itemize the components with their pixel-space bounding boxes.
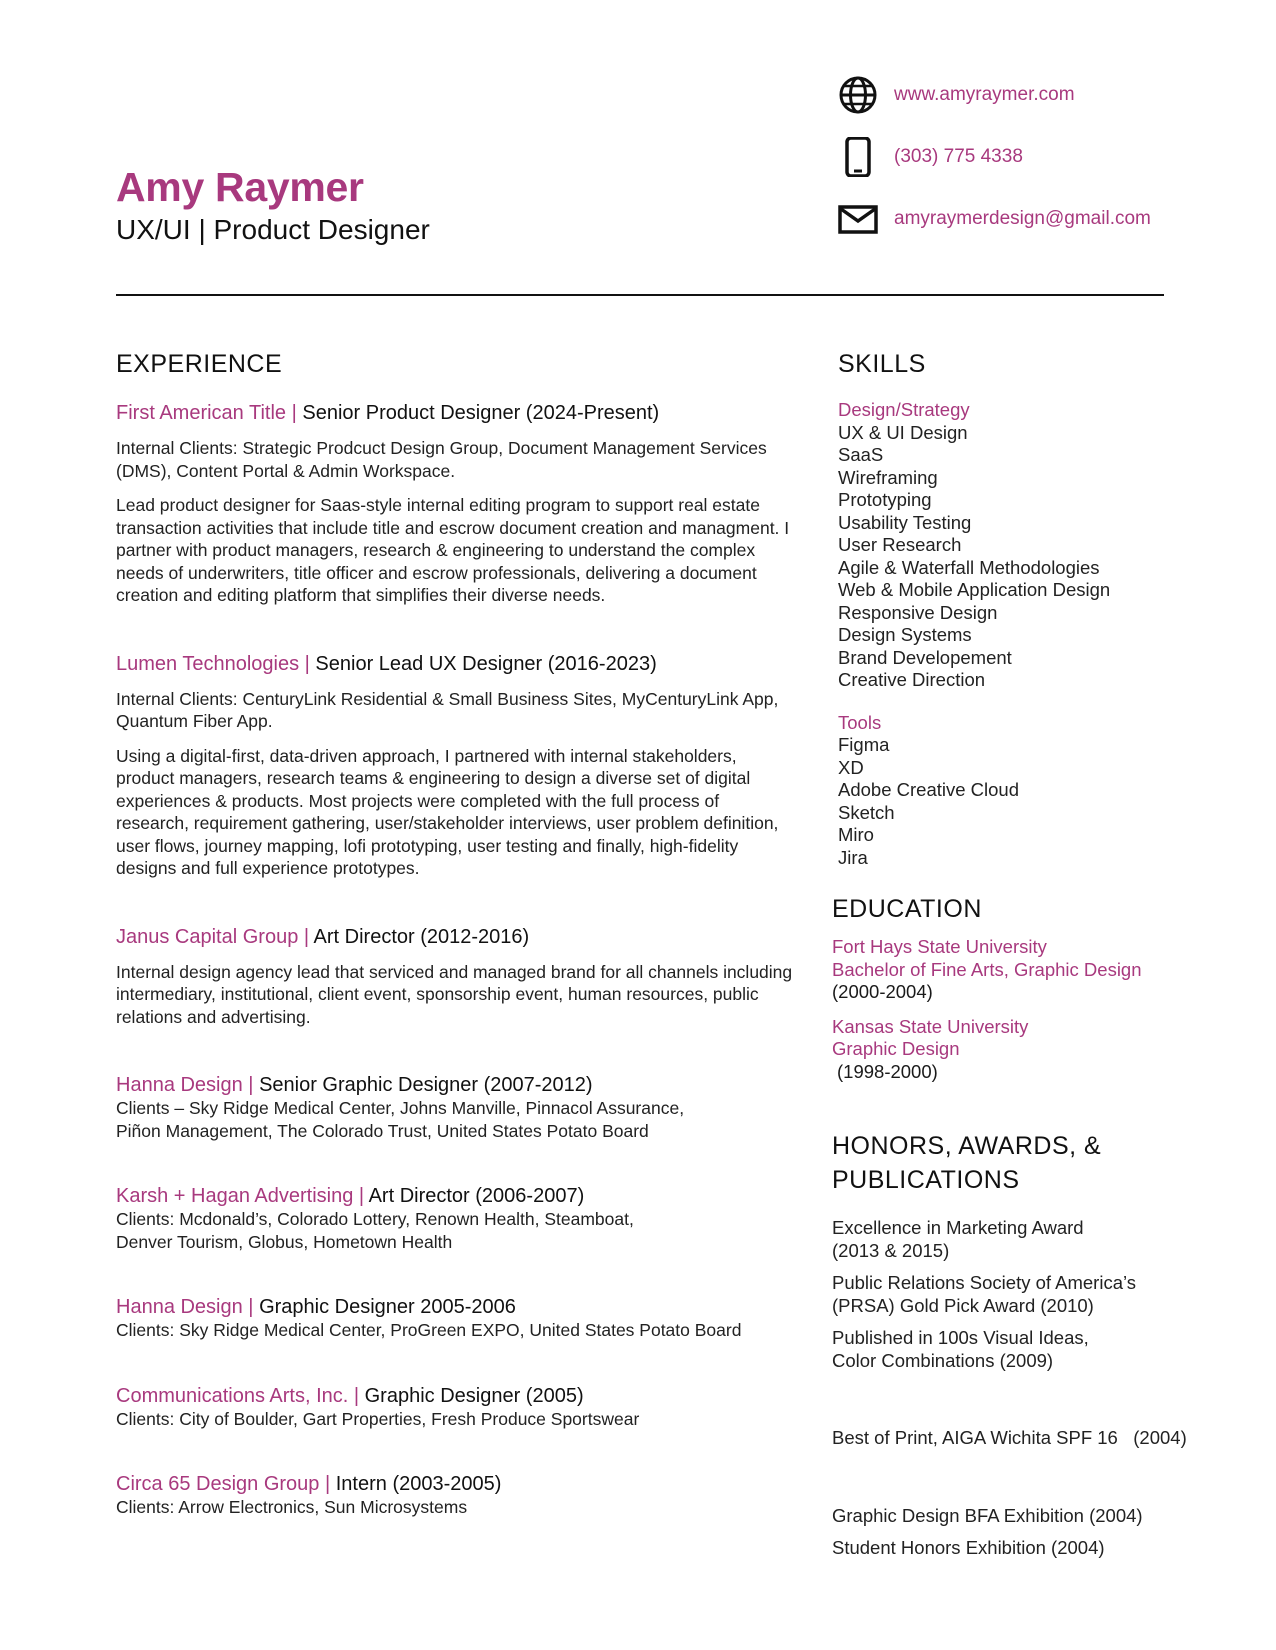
skills-design-heading: Design/Strategy <box>838 399 970 420</box>
education-degree: Graphic Design <box>832 1038 960 1059</box>
job-company: First American Title | <box>116 402 297 424</box>
tool-item: XD <box>838 756 864 778</box>
skill-item: Web & Mobile Application Design <box>838 579 1111 600</box>
tool-item: Sketch <box>838 801 895 823</box>
skills-heading: SKILLS <box>838 350 926 378</box>
honor-item: Graphic Design BFA Exhibition (2004) <box>832 1504 1143 1526</box>
job-company: Hanna Design | <box>116 1296 254 1318</box>
contact-email[interactable] <box>838 188 1238 250</box>
skill-item: Brand Developement <box>838 646 1012 668</box>
education-entry <box>832 1016 1258 1084</box>
skill-item: Prototyping <box>838 489 932 510</box>
job-role: Graphic Designer 2005-2006 <box>259 1296 516 1318</box>
job-entry <box>116 1073 796 1142</box>
education-years: (1998-2000) <box>837 1060 938 1082</box>
honor-item: Published in 100s Visual Ideas, Color Combinations (2009) <box>832 1327 1089 1371</box>
job-clients: Clients: Sky Ridge Medical Center, ProGreen EXPO, United States Potato Board <box>116 1320 742 1340</box>
phone-number[interactable]: (303) 775 4338 <box>894 146 1023 167</box>
header-divider <box>116 294 1164 296</box>
education-school: Kansas State University <box>832 1015 1029 1037</box>
skill-item: Wireframing <box>838 466 938 488</box>
job-role: Senior Graphic Designer (2007-2012) <box>259 1074 593 1096</box>
honors-heading-line2: PUBLICATIONS <box>832 1166 1020 1194</box>
honors-section <box>832 1129 1258 1560</box>
job-company: Lumen Technologies | <box>116 652 310 675</box>
job-role: Senior Product Designer (2024-Present) <box>302 402 660 424</box>
education-school: Fort Hays State University <box>832 936 1047 957</box>
education-degree: Bachelor of Fine Arts, Graphic Design <box>832 958 1142 980</box>
job-role: Art Director (2012-2016) <box>313 925 530 948</box>
job-clients: Internal Clients: Strategic Prodcuct Design Group, Document Management Services (DMS), Content Portal & Admin Workspace. <box>116 438 767 481</box>
education-section <box>832 895 1258 1083</box>
candidate-name: Amy Raymer <box>116 164 364 210</box>
job-role: Senior Lead UX Designer (2016-2023) <box>315 652 657 675</box>
email-link[interactable]: amyraymerdesign@gmail.com <box>894 208 1151 229</box>
job-entry <box>116 925 796 1029</box>
job-company: Hanna Design | <box>116 1074 254 1096</box>
sidebar-column <box>832 350 1258 1560</box>
skill-item: Creative Direction <box>838 669 986 690</box>
job-entry <box>116 401 796 607</box>
job-description: Internal design agency lead that serviced and managed brand for all channels including intermediary, institutional, client event, sponsorship event, human resources, public relations and advertising. <box>116 961 793 1027</box>
honor-item: Public Relations Society of America’s (PRSA) Gold Pick Award (2010) <box>832 1272 1137 1316</box>
skill-item: UX & UI Design <box>838 421 968 443</box>
globe-icon <box>838 75 878 115</box>
job-entry <box>116 1295 796 1342</box>
tool-item: Jira <box>838 846 868 868</box>
job-clients: Clients: City of Boulder, Gart Properties, Fresh Produce Sportswear <box>116 1408 640 1429</box>
contact-phone[interactable] <box>838 126 1238 188</box>
website-link[interactable]: www.amyraymer.com <box>894 84 1075 105</box>
skill-item: User Research <box>838 534 962 555</box>
experience-section <box>116 350 796 1519</box>
job-clients: Clients: Arrow Electronics, Sun Microsystems <box>116 1497 468 1517</box>
skill-item: Design Systems <box>838 624 972 645</box>
job-entry <box>116 1384 796 1431</box>
candidate-title: UX/UI | Product Designer <box>116 214 430 245</box>
honor-item: Best of Print, AIGA Wichita SPF 16 (2004) <box>832 1427 1187 1448</box>
job-company: Karsh + Hagan Advertising | <box>116 1185 365 1207</box>
job-role: Art Director (2006-2007) <box>368 1185 585 1207</box>
mail-icon <box>838 199 878 239</box>
job-description: Lead product designer for Saas-style internal editing program to support real estate transaction activities that include title and escrow document creation and managment. I partner with product managers, research & engineering to understand the complex needs of underwriters, title officer and escrow professionals, delivering a document creation and editing platform that simplifies their diverse needs. <box>116 495 790 605</box>
education-heading: EDUCATION <box>832 895 982 923</box>
experience-heading: EXPERIENCE <box>116 350 283 378</box>
skill-item: Usability Testing <box>838 511 972 533</box>
phone-icon <box>838 137 878 177</box>
honors-heading <box>832 1129 1258 1197</box>
job-entry <box>116 652 796 880</box>
tool-item: Miro <box>838 824 874 845</box>
tool-item: Adobe Creative Cloud <box>838 779 1019 800</box>
skill-item: SaaS <box>838 444 884 465</box>
job-entry <box>116 1184 796 1253</box>
job-role: Graphic Designer (2005) <box>364 1384 584 1407</box>
job-clients: Clients – Sky Ridge Medical Center, Johns Manville, Pinnacol Assurance, Piñon Management, The Colorado Trust, United States Potato Board <box>116 1098 685 1141</box>
skill-item: Responsive Design <box>838 601 998 623</box>
contact-website[interactable] <box>838 64 1238 126</box>
job-clients: Internal Clients: CenturyLink Residential & Small Business Sites, MyCenturyLink App, Quantum Fiber App. <box>116 688 779 731</box>
skill-item: Agile & Waterfall Methodologies <box>838 556 1100 578</box>
job-role: Intern (2003-2005) <box>335 1473 502 1495</box>
job-company: Circa 65 Design Group | <box>116 1473 331 1495</box>
education-years: (2000-2004) <box>832 981 933 1002</box>
honor-item: Excellence in Marketing Award (2013 & 2015) <box>832 1217 1084 1261</box>
honor-item: Student Honors Exhibition (2004) <box>832 1537 1105 1558</box>
job-entry <box>116 1472 796 1519</box>
job-company: Communications Arts, Inc. | <box>116 1384 360 1407</box>
job-clients: Clients: Mcdonald’s, Colorado Lottery, Renown Health, Steamboat, Denver Tourism, Globus, Hometown Health <box>116 1209 634 1252</box>
tool-item: Figma <box>838 734 890 755</box>
honors-heading-line1: HONORS, AWARDS, & <box>832 1132 1102 1160</box>
contact-block <box>838 64 1238 250</box>
skills-section <box>838 350 1258 869</box>
job-company: Janus Capital Group | <box>116 925 310 948</box>
skills-tools-heading: Tools <box>838 711 882 733</box>
job-description: Using a digital-first, data-driven approach, I partnered with internal stakeholders, product managers, research teams & engineering to design a diverse set of digital experiences & products. Most projects were completed with the full process of research, requirement gathering, user/stakeholder interviews, user problem definition, user flows, journey mapping, lofi prototyping, user testing and finally, high-fidelity designs and full experience prototypes. <box>116 745 779 878</box>
education-entry <box>832 936 1258 1004</box>
